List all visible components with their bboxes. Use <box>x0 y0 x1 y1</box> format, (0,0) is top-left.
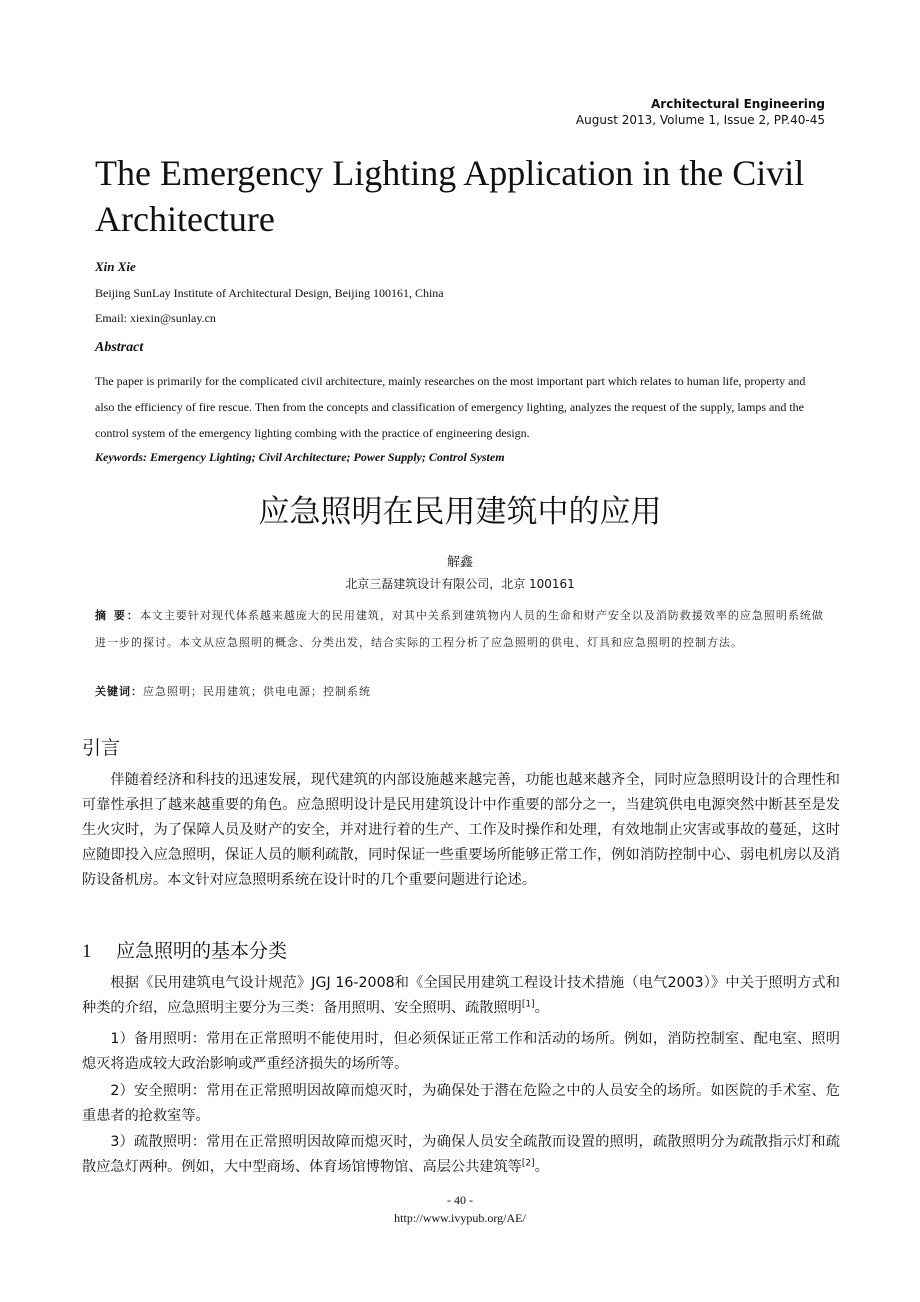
chinese-abstract-label: 摘 要： <box>95 609 140 622</box>
chinese-abstract <box>95 602 830 656</box>
journal-issue: August 2013, Volume 1, Issue 2, PP.40-45 <box>575 113 825 127</box>
section-1-text: 根据《民用建筑电气设计规范》JGJ 16-2008和《全国民用建筑工程设计技术措施（电气2003）》中关于照明方式和种类的介绍，应急照明主要分为三类：备用照明、安全照明、疏散照明 <box>82 975 840 1016</box>
chinese-abstract-text: 本文主要针对现代体系越来越庞大的民用建筑，对其中关系到建筑物内人员的生命和财产安全以及消防救援效率的应急照明系统做进一步的探讨。本文从应急照明的概念、分类出发，结合实际的工程分析了应急照明的供电、灯具和应急照明的控制方法。 <box>95 609 824 649</box>
section-1-heading <box>82 936 287 963</box>
english-abstract: The paper is primarily for the complicated civil architecture, mainly researches on the most important part which relates to human life, property and also the efficiency of fire rescue. Then from the concepts and classification of emergency lighting, analyzes the request of the supply, lamps and the control system of the emergency lighting combing with the practice of engineering design. <box>95 374 806 440</box>
english-title: The Emergency Lighting Application in the Civil Architecture <box>95 153 805 239</box>
item-3-text: 3）疏散照明：常用在正常照明因故障而熄灭时，为确保人员安全疏散而设置的照明，疏散照明分为疏散指示灯和疏散应急灯两种。例如，大中型商场、体育场馆博物馆、高层公共建筑等 <box>82 1134 840 1175</box>
chinese-author: 解鑫 <box>446 555 473 570</box>
section-1-number: 1 <box>82 941 92 962</box>
journal-url[interactable]: http://www.ivypub.org/AE/ <box>394 1211 526 1225</box>
section-1-paragraph <box>82 971 840 1021</box>
intro-paragraph: 伴随着经济和科技的迅速发展，现代建筑的内部设施越来越完善，功能也越来越齐全，同时应急照明设计的合理性和可靠性承担了越来越重要的角色。应急照明设计是民用建筑设计中作重要的部分之一，当建筑供电电源突然中断甚至是发生火灾时，为了保障人员及财产的安全，并对进行着的生产、工作及时操作和处理，有效地制止灾害或事故的蔓延，这时应随即投入应急照明，保证人员的顺利疏散，同时保证一些重要场所能够正常工作，例如消防控制中心、弱电机房以及消防设备机房。本文针对应急照明系统在设计时的几个重要问题进行论述。 <box>82 772 840 888</box>
author-email: Email: xiexin@sunlay.cn <box>95 311 216 325</box>
list-item-backup-lighting: 1）备用照明：常用在正常照明不能使用时，但必须保证正常工作和活动的场所。例如，消防控制室、配电室、照明熄灭将造成较大政治影响或严重经济损失的场所等。 <box>82 1031 840 1072</box>
abstract-heading: Abstract <box>95 340 144 355</box>
chinese-affiliation: 北京三磊建筑设计有限公司，北京 100161 <box>345 577 575 591</box>
chinese-keywords-label: 关键词： <box>95 685 143 698</box>
citation-1: [1] <box>521 999 535 1010</box>
chinese-keywords <box>95 683 371 699</box>
chinese-title: 应急照明在民用建筑中的应用 <box>258 494 662 530</box>
chinese-keywords-text: 应急照明；民用建筑；供电电源；控制系统 <box>143 685 371 698</box>
journal-header <box>576 96 825 128</box>
intro-heading: 引言 <box>82 737 121 759</box>
journal-name: Architectural Engineering <box>651 97 825 111</box>
section-1-end: 。 <box>534 1000 549 1016</box>
section-1-title: 应急照明的基本分类 <box>116 940 288 962</box>
citation-2: [2] <box>521 1158 535 1169</box>
list-item-evacuation-lighting <box>82 1130 840 1180</box>
page-number: - 40 - <box>447 1193 473 1207</box>
english-keywords: Keywords: Emergency Lighting; Civil Architecture; Power Supply; Control System <box>95 450 505 464</box>
item-3-end: 。 <box>534 1159 549 1175</box>
english-author: Xin Xie <box>95 259 136 274</box>
list-item-safety-lighting: 2）安全照明：常用在正常照明因故障而熄灭时，为确保处于潜在危险之中的人员安全的场所。如医院的手术室、危重患者的抢救室等。 <box>82 1083 840 1124</box>
english-affiliation: Beijing SunLay Institute of Architectural Design, Beijing 100161, China <box>95 286 444 300</box>
